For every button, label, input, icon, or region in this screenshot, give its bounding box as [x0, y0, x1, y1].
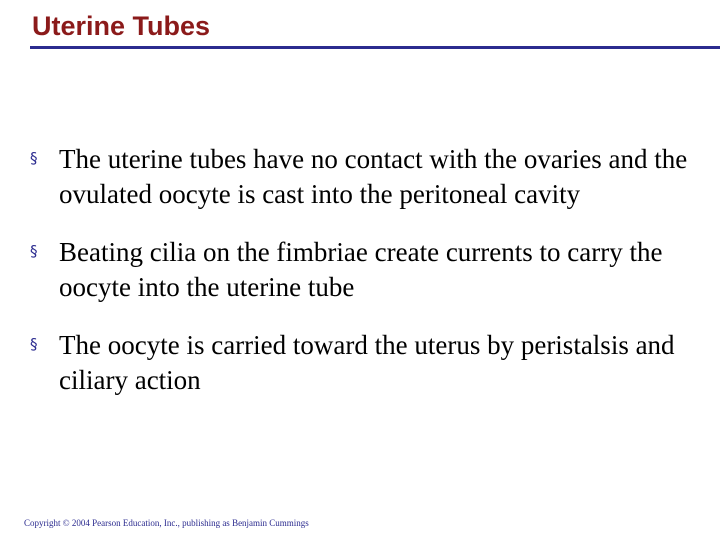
bullet-item	[30, 142, 710, 212]
copyright-footer: Copyright © 2004 Pearson Education, Inc., publishing as Benjamin Cummings	[24, 518, 309, 528]
bullet-text: Beating cilia on the fimbriae create currents to carry the oocyte into the uterine tube	[59, 237, 663, 302]
slide-title: Uterine Tubes	[32, 11, 211, 41]
bullet-icon: §	[30, 242, 38, 260]
bullet-icon: §	[30, 149, 38, 167]
bullet-text: The oocyte is carried toward the uterus by peristalsis and ciliary action	[59, 330, 675, 395]
bullet-text: The uterine tubes have no contact with the ovaries and the ovulated oocyte is cast into the peritoneal cavity	[59, 144, 688, 209]
bullet-icon: §	[30, 335, 38, 353]
title-underline	[30, 46, 720, 49]
bullet-list	[30, 142, 710, 398]
bullet-item	[30, 235, 710, 305]
bullet-item	[30, 328, 710, 398]
